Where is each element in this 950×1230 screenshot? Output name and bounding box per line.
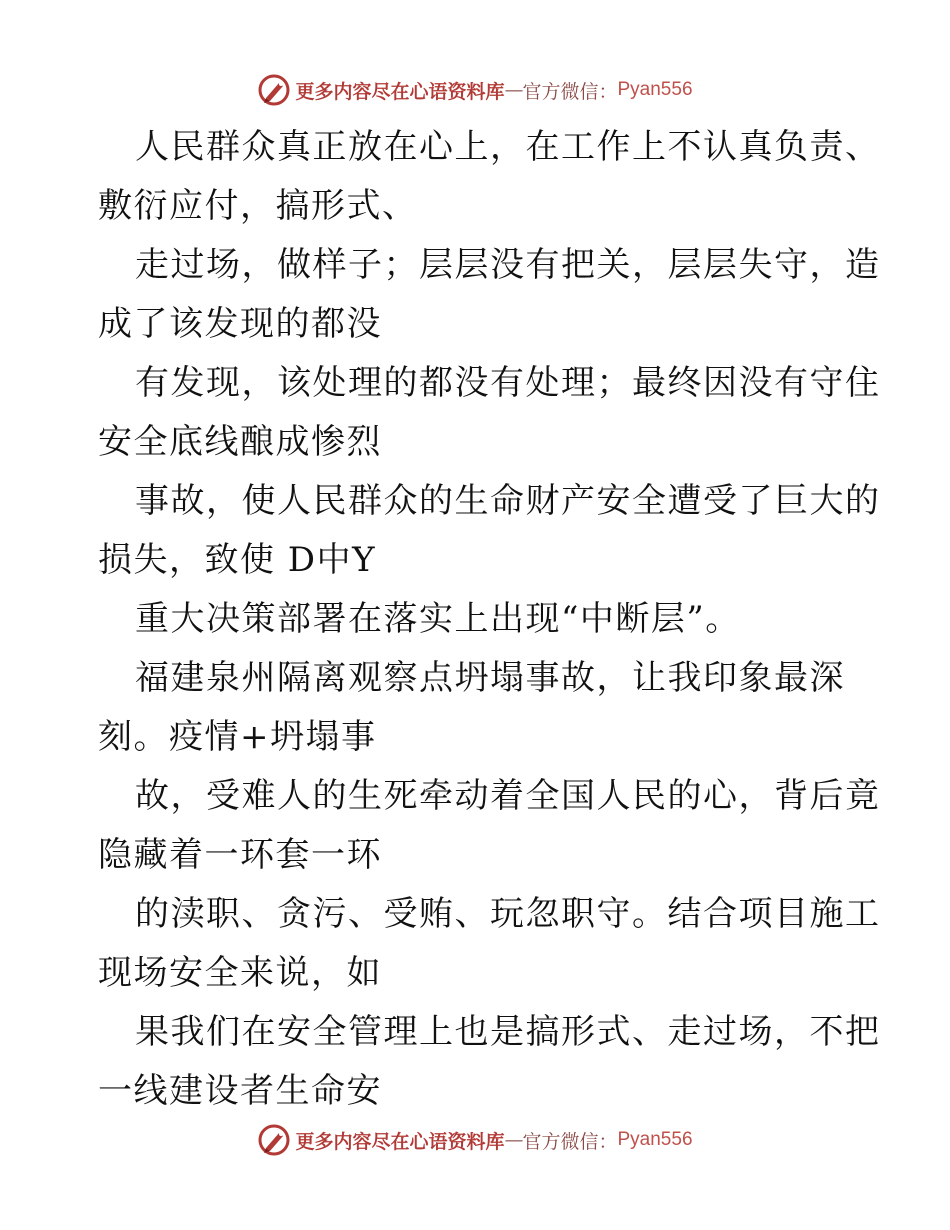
banner-dash: — (504, 1129, 523, 1151)
pen-logo-icon (257, 73, 291, 107)
paragraph-2 (98, 236, 881, 354)
paragraph-1 (98, 118, 881, 236)
paragraph-line: 刻。疫情+坍塌事 (98, 717, 377, 757)
paragraph-line: 有发现，该处理的都没有处理；最终因没有守住 (135, 363, 881, 403)
paragraph-4 (98, 472, 881, 590)
paragraph-line: 福建泉州隔离观察点坍塌事故，让我印象最深 (135, 658, 845, 698)
paragraph-line: 敷衍应付，搞形式、 (98, 186, 418, 226)
paragraph-line: 成了该发现的都没 (98, 304, 382, 344)
banner-wechat-label: 官方微信： (522, 80, 618, 103)
paragraph-8 (98, 885, 881, 1003)
paragraph-line: 一线建设者生命安 (98, 1071, 382, 1111)
header-watermark-banner (0, 70, 950, 110)
banner-brand-text: 更多内容尽在心语资料库 (295, 80, 505, 103)
paragraph-line: 安全底线酿成惨烈 (98, 422, 382, 462)
paragraph-6 (98, 649, 858, 767)
paragraph-line: 现场安全来说，如 (98, 953, 382, 993)
paragraph-line: 损失，致使 D中Y (98, 540, 377, 580)
paragraph-line: 走过场，做样子；层层没有把关，层层失守，造 (135, 245, 881, 285)
banner-dash: — (504, 79, 523, 101)
banner-brand-text: 更多内容尽在心语资料库 (295, 1130, 505, 1153)
paragraph-line: 人民群众真正放在心上，在工作上不认真负责、 (135, 127, 881, 167)
banner-wechat-id: Pyan556 (617, 1129, 693, 1150)
paragraph-line: 事故，使人民群众的生命财产安全遭受了巨大的 (135, 481, 881, 521)
paragraph-3 (98, 354, 881, 472)
paragraph-line: 重大决策部署在落实上出现“中断层”。 (135, 599, 741, 639)
pen-logo-icon (257, 1123, 291, 1157)
paragraph-line: 的渎职、贪污、受贿、玩忽职守。结合项目施工 (135, 894, 881, 934)
paragraph-line: 果我们在安全管理上也是搞形式、走过场，不把 (135, 1012, 881, 1052)
footer-watermark-banner (0, 1120, 950, 1160)
document-body (98, 118, 881, 1121)
paragraph-5 (98, 590, 858, 649)
paragraph-line: 隐藏着一环套一环 (98, 835, 382, 875)
paragraph-line: 故，受难人的生死牵动着全国人民的心，背后竟 (135, 776, 881, 816)
banner-wechat-id: Pyan556 (617, 79, 693, 100)
banner-wechat-label: 官方微信： (522, 1130, 618, 1153)
paragraph-7 (98, 767, 881, 885)
paragraph-9 (98, 1003, 881, 1121)
